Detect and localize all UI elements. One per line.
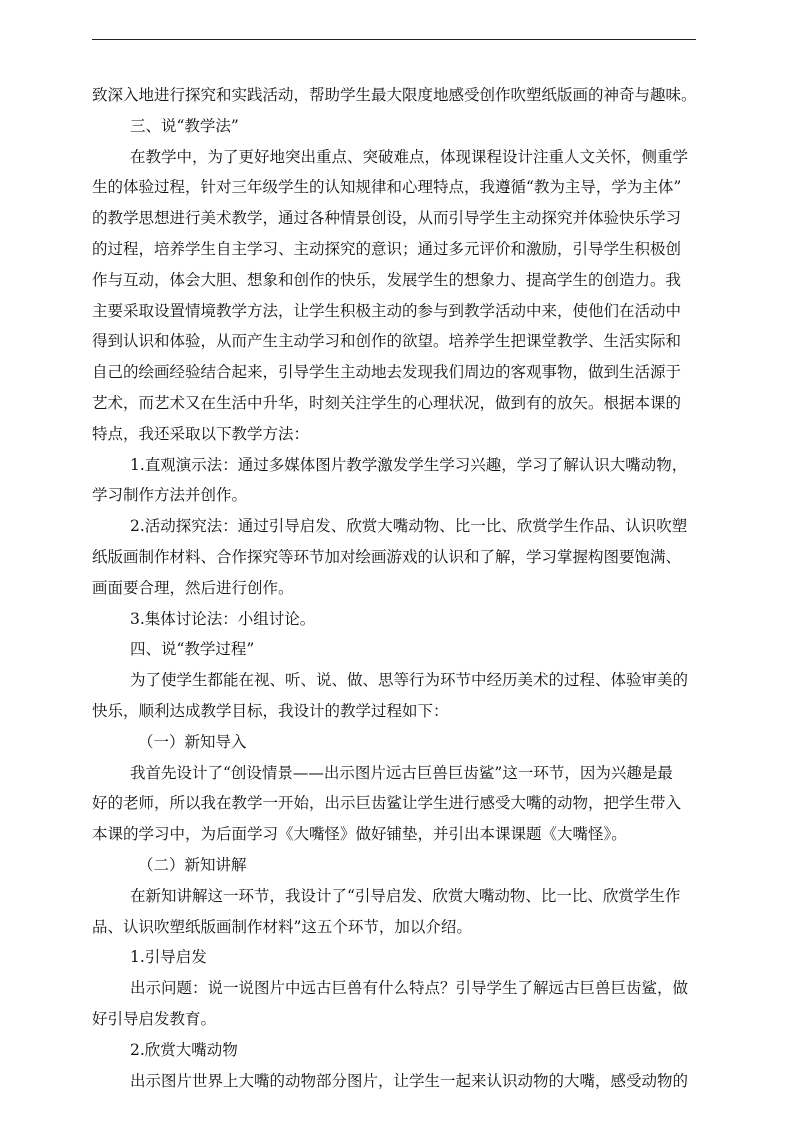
text-line: 得到认识和体验，从而产生主动学习和创作的欲望。培养学生把课堂教学、生活实际和 — [92, 332, 682, 351]
text-line: 3.集体讨论法：小组讨论。 — [130, 609, 316, 628]
text-line: 学习制作方法并创作。 — [92, 486, 248, 505]
text-line: 纸版画制作材料、合作探究等环节加对绘画游戏的认识和了解，学习掌握构图要饱满、 — [92, 547, 682, 566]
text-line: 特点，我还采取以下教学方法： — [92, 424, 310, 443]
text-line: 在教学中，为了更好地突出重点、突破难点，体现课程设计注重人文关怀，侧重学 — [130, 147, 689, 166]
text-line: 出示问题：说一说图片中远古巨兽有什么特点？引导学生了解远古巨兽巨齿鲨，做 — [130, 979, 689, 998]
text-line: 作与互动，体会大胆、想象和创作的快乐，发展学生的想象力、提高学生的创造力。我 — [92, 270, 682, 289]
text-line: 1.直观演示法：通过多媒体图片教学激发学生学习兴趣，学习了解认识大嘴动物， — [130, 455, 688, 474]
text-line: 我首先设计了“创设情景——出示图片远古巨兽巨齿鲨”这一环节，因为兴趣是最 — [130, 763, 673, 782]
text-line: 画面要合理，然后进行创作。 — [92, 578, 294, 597]
text-line: 在新知讲解这一环节，我设计了“引导启发、欣赏大嘴动物、比一比、欣赏学生作 — [130, 886, 681, 905]
text-line: 出示图片世界上大嘴的动物部分图片，让学生一起来认识动物的大嘴，感受动物的 — [130, 1071, 689, 1090]
text-line: 2.活动探究法：通过引导启发、欣赏大嘴动物、比一比、欣赏学生作品、认识吹塑 — [130, 517, 688, 536]
text-line: 好引导启发教育。 — [92, 1009, 217, 1028]
document-body — [92, 80, 704, 1096]
text-line: 本课的学习中，为后面学习《大嘴怪》做好铺垫，并引出本课课题《大嘴怪》。 — [92, 825, 627, 844]
text-line: 为了使学生都能在视、听、说、做、思等行为环节中经历美术的过程、体验审美的 — [130, 671, 689, 690]
text-line: 主要采取设置情境教学方法，让学生积极主动的参与到教学活动中来，使他们在活动中 — [92, 301, 682, 320]
text-line: （一）新知导入 — [138, 732, 247, 751]
text-line: 艺术，而艺术又在生活中升华，时刻关注学生的心理状况，做到有的放矢。根据本课的 — [92, 393, 682, 412]
text-line: 2.欣赏大嘴动物 — [130, 1040, 238, 1059]
text-line: 四、说“教学过程” — [130, 640, 255, 659]
text-line: 的过程，培养学生自主学习、主动探究的意识；通过多元评价和激励，引导学生积极创 — [92, 239, 682, 258]
text-line: 致深入地进行探究和实践活动，帮助学生最大限度地感受创作吹塑纸版画的神奇与趣味。 — [92, 86, 697, 104]
text-line: （二）新知讲解 — [138, 855, 247, 874]
text-line: 品、认识吹塑纸版画制作材料”这五个环节，加以介绍。 — [92, 917, 472, 936]
text-line: 生的体验过程，针对三年级学生的认知规律和心理特点，我遵循“教为主导，学为主体” — [92, 178, 682, 197]
text-line: 快乐，顺利达成教学目标，我设计的教学过程如下： — [92, 701, 449, 720]
text-line: 自己的绘画经验结合起来，引导学生主动地去发现我们周边的客观事物，做到生活源于 — [92, 363, 682, 382]
text-line: 三、说“教学法” — [130, 116, 239, 135]
text-line: 1.引导启发 — [130, 948, 207, 967]
header-rule — [92, 39, 696, 40]
text-line: 的教学思想进行美术教学，通过各种情景创设，从而引导学生主动探究并体验快乐学习 — [92, 209, 682, 228]
text-line: 好的老师，所以我在教学一开始，出示巨齿鲨让学生进行感受大嘴的动物，把学生带入 — [92, 794, 682, 813]
